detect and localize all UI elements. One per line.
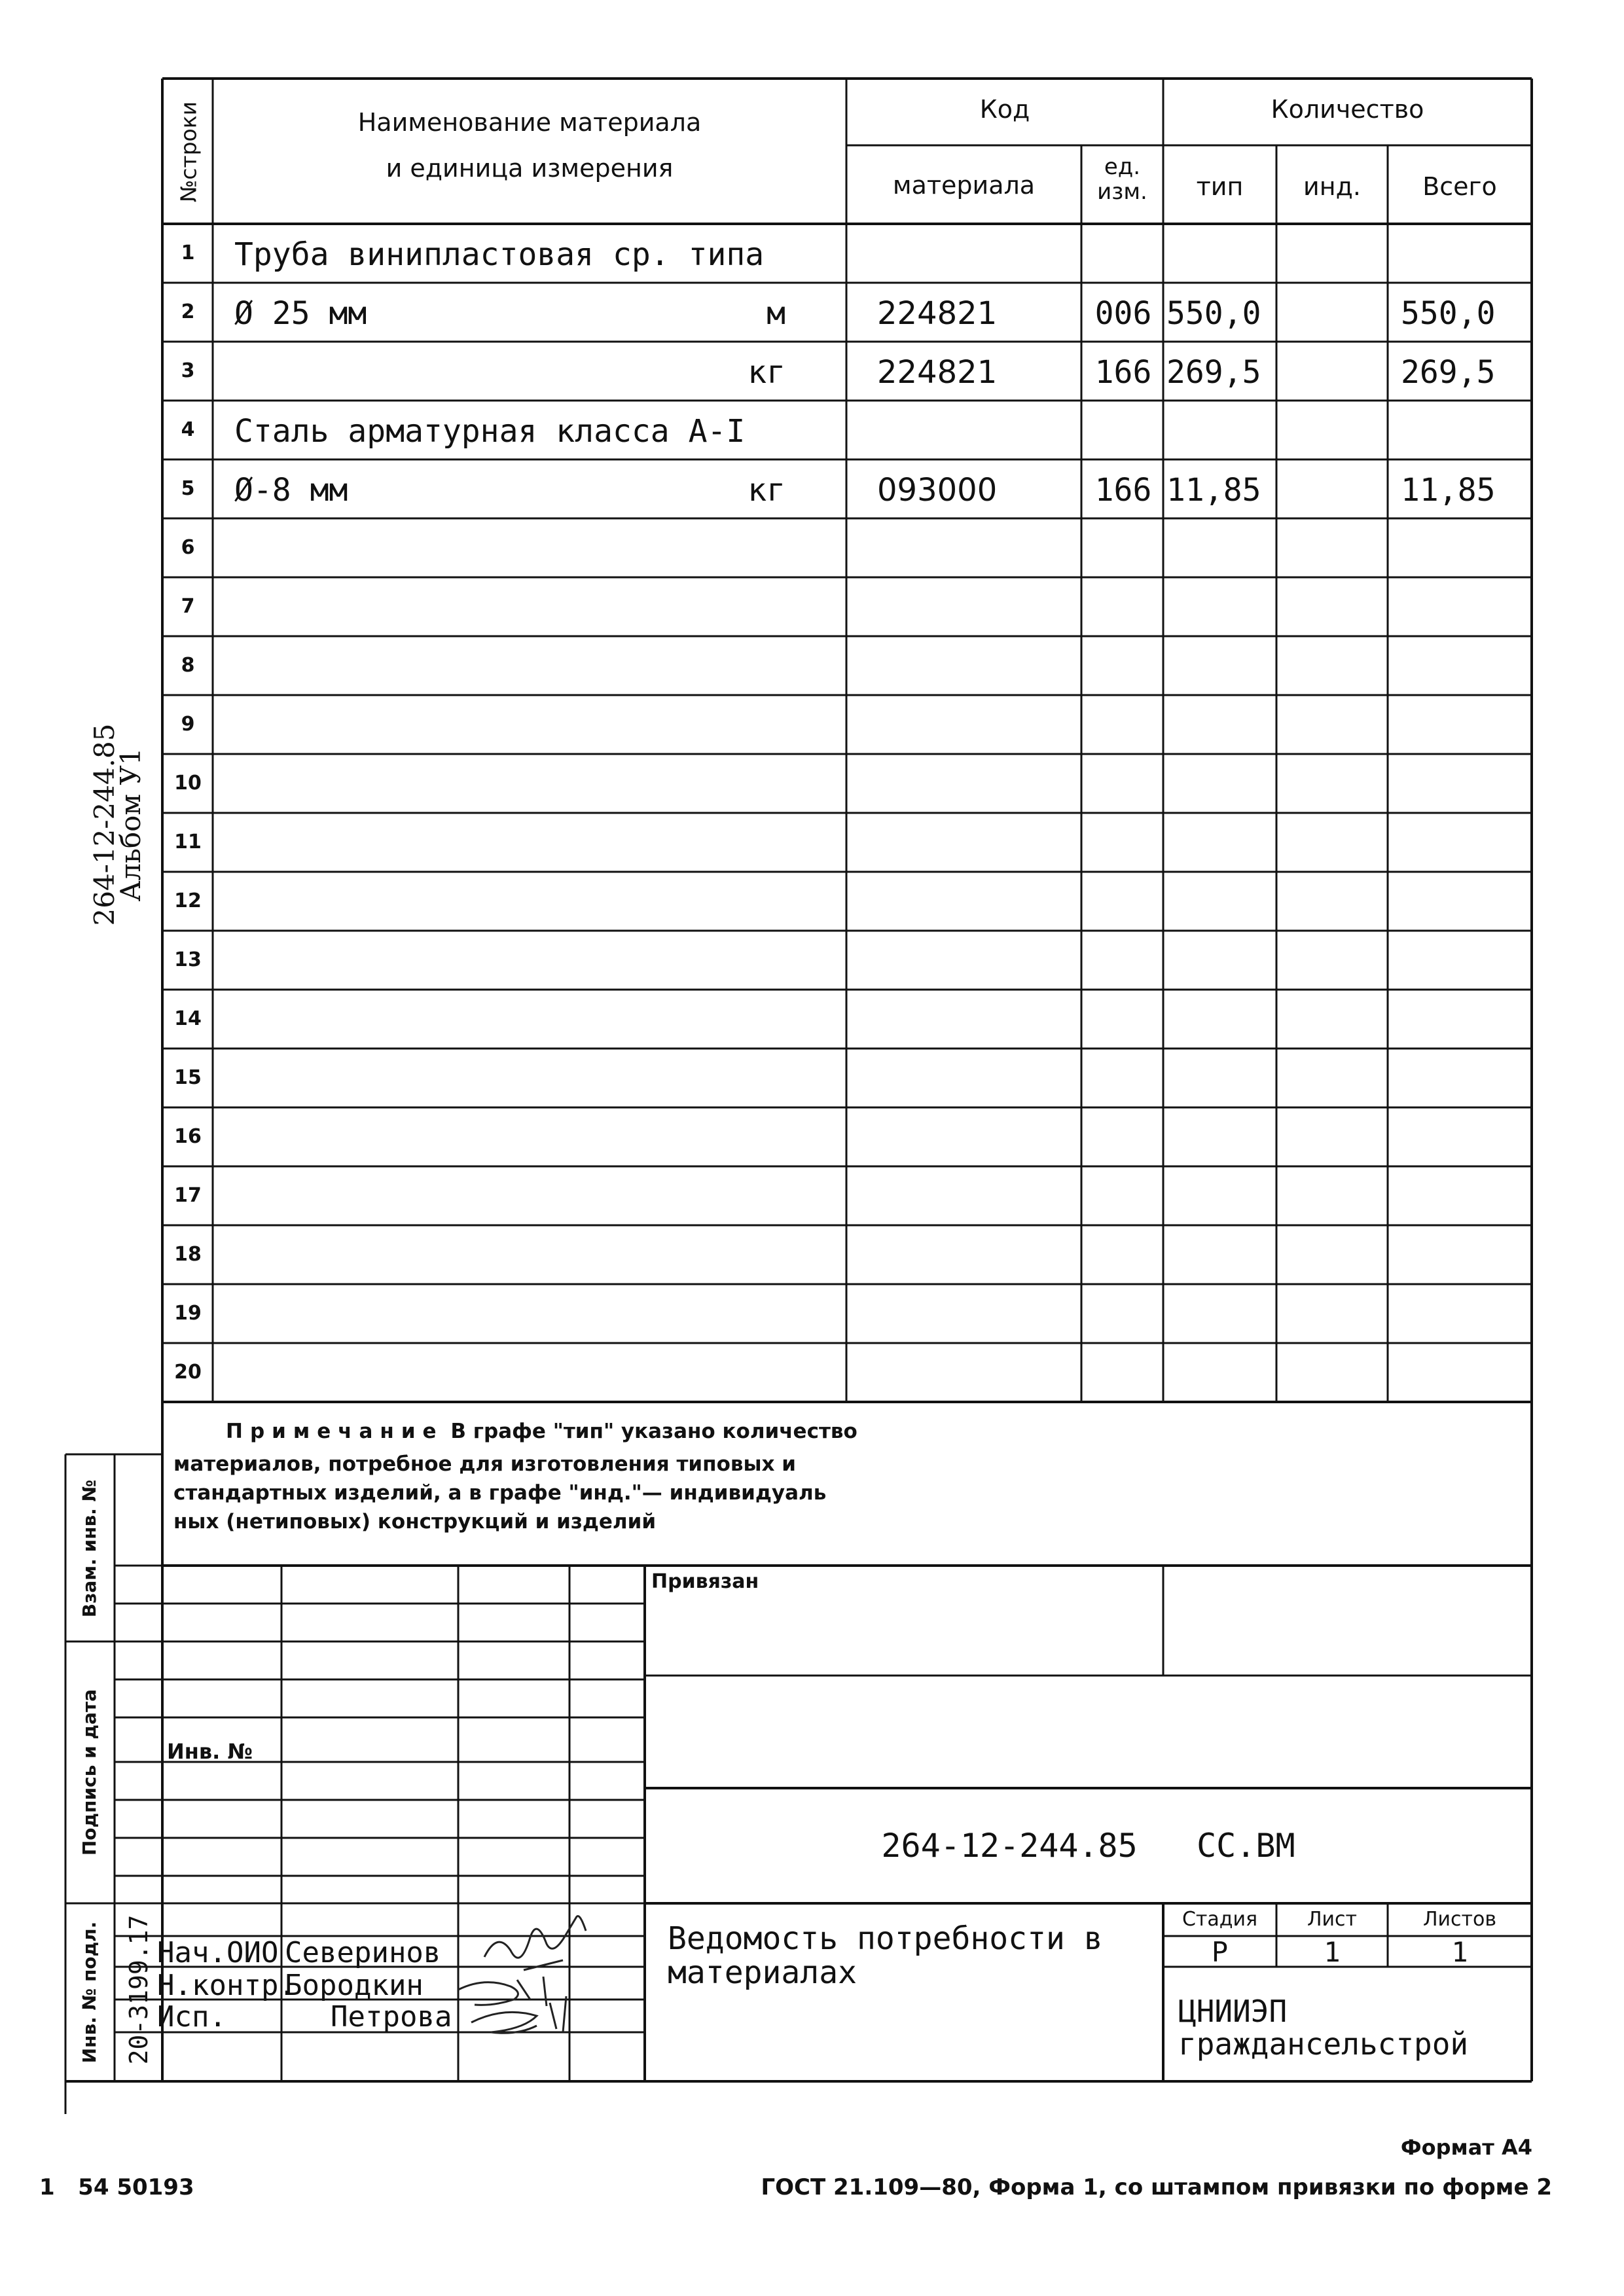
side-doc-code: 264-12-244.85 — [88, 723, 120, 926]
row-number: 16 — [174, 1125, 202, 1148]
cell-name: Сталь арматурная класса А-I — [234, 413, 746, 450]
side-vzam-inv: Взам. инв. № — [79, 1479, 100, 1618]
row-number: 19 — [174, 1302, 202, 1325]
inv-no-label: Инв. № — [167, 1739, 253, 1764]
side-podpis-data: Подпись и дата — [79, 1689, 100, 1856]
cell-type: 550,0 — [1166, 295, 1261, 332]
privyazan-label: Привязан — [651, 1570, 759, 1593]
signer-name-3: Петрова — [331, 2000, 452, 2034]
sheet-label: Лист — [1307, 1908, 1358, 1931]
cell-type: 269,5 — [1166, 354, 1261, 391]
header-qty-type: тип — [1196, 172, 1244, 201]
row-number: 3 — [181, 359, 195, 382]
cell-unit: кг — [748, 472, 785, 509]
row-number: 14 — [174, 1007, 202, 1030]
row-number: 11 — [174, 831, 202, 853]
row-number: 1 — [181, 242, 195, 264]
cell-ucode: 006 — [1094, 295, 1152, 332]
note-line1-rest: В графе "тип" указано количество — [443, 1420, 857, 1443]
note-line4: ных (нетиповых) конструкций и изделий — [173, 1510, 657, 1534]
row-number: 7 — [181, 595, 195, 618]
stage-value: Р — [1211, 1936, 1229, 1968]
signer-role-1: Нач.ОИО — [157, 1936, 279, 1969]
header-name-line1: Наименование материала — [357, 108, 702, 137]
cell-total: 550,0 — [1401, 295, 1496, 332]
document-title-line2: материалах — [668, 1954, 857, 1991]
organization-line1: ЦНИИЭП — [1178, 1994, 1288, 2029]
row-number: 6 — [181, 536, 195, 559]
row-number: 8 — [181, 654, 195, 677]
signer-role-2: Н.контр. — [157, 1969, 296, 2002]
row-number: 13 — [174, 948, 202, 971]
header-code: Код — [979, 95, 1030, 124]
cell-ucode: 166 — [1094, 472, 1152, 509]
side-inv-podl-value: 20-3199.17 — [124, 1914, 153, 2065]
document-title-line1: Ведомость потребности в — [668, 1920, 1103, 1957]
cell-type: 11,85 — [1166, 472, 1261, 509]
sheets-label: Листов — [1422, 1908, 1497, 1931]
signer-name-1: Северинов — [285, 1936, 441, 1969]
header-quantity: Количество — [1271, 95, 1424, 124]
cell-total: 11,85 — [1401, 472, 1496, 509]
side-inv-podl: Инв. № подл. — [79, 1921, 100, 2064]
cell-total: 269,5 — [1401, 354, 1496, 391]
row-number: 10 — [174, 772, 202, 795]
side-album: Альбом У1 — [115, 747, 147, 902]
header-row-number: №строки — [175, 101, 202, 203]
header-code-material: материала — [892, 171, 1036, 200]
header-qty-total: Всего — [1422, 172, 1497, 201]
header-qty-ind: инд. — [1303, 172, 1361, 201]
row-number: 4 — [181, 418, 195, 441]
note-line3: стандартных изделий, а в графе "инд."— индивидуаль — [173, 1481, 827, 1505]
cell-name: Труба винипластовая ср. типа — [234, 236, 765, 273]
cell-unit: кг — [748, 354, 785, 391]
row-number: 9 — [181, 713, 195, 736]
row-number: 20 — [174, 1361, 202, 1384]
row-number: 12 — [174, 889, 202, 912]
document-number: 264-12-244.85 СС.ВМ — [881, 1827, 1295, 1865]
footer-gost: ГОСТ 21.109—80, Форма 1, со штампом привязки по форме 2 — [761, 2174, 1552, 2200]
signer-name-2: Бородкин — [285, 1969, 424, 2002]
footer-left: 1 54 50193 — [39, 2174, 194, 2200]
signer-role-3: Исп. — [157, 2000, 226, 2034]
note-title: Примечание — [226, 1420, 444, 1443]
stage-label: Стадия — [1182, 1908, 1258, 1931]
sheet-value: 1 — [1324, 1936, 1341, 1968]
cell-code: 224821 — [877, 354, 998, 391]
header-code-unit: ед. изм. — [1097, 154, 1147, 205]
row-number: 2 — [181, 300, 195, 323]
cell-name: Ø 25 мм — [234, 295, 367, 332]
row-number: 17 — [174, 1184, 202, 1207]
cell-code: 093000 — [877, 472, 998, 509]
sheets-value: 1 — [1451, 1936, 1468, 1968]
cell-name: Ø-8 мм — [234, 472, 348, 509]
organization-line2: граждансельстрой — [1178, 2026, 1469, 2062]
note-line2: материалов, потребное для изготовления типовых и — [173, 1452, 797, 1476]
cell-ucode: 166 — [1094, 354, 1152, 391]
row-number: 18 — [174, 1243, 202, 1266]
cell-code: 224821 — [877, 295, 998, 332]
row-number: 15 — [174, 1066, 202, 1089]
row-number: 5 — [181, 477, 195, 500]
cell-unit: м — [767, 295, 785, 332]
footer-format: Формат А4 — [1400, 2135, 1532, 2160]
header-name-line2: и единица измерения — [386, 154, 674, 183]
